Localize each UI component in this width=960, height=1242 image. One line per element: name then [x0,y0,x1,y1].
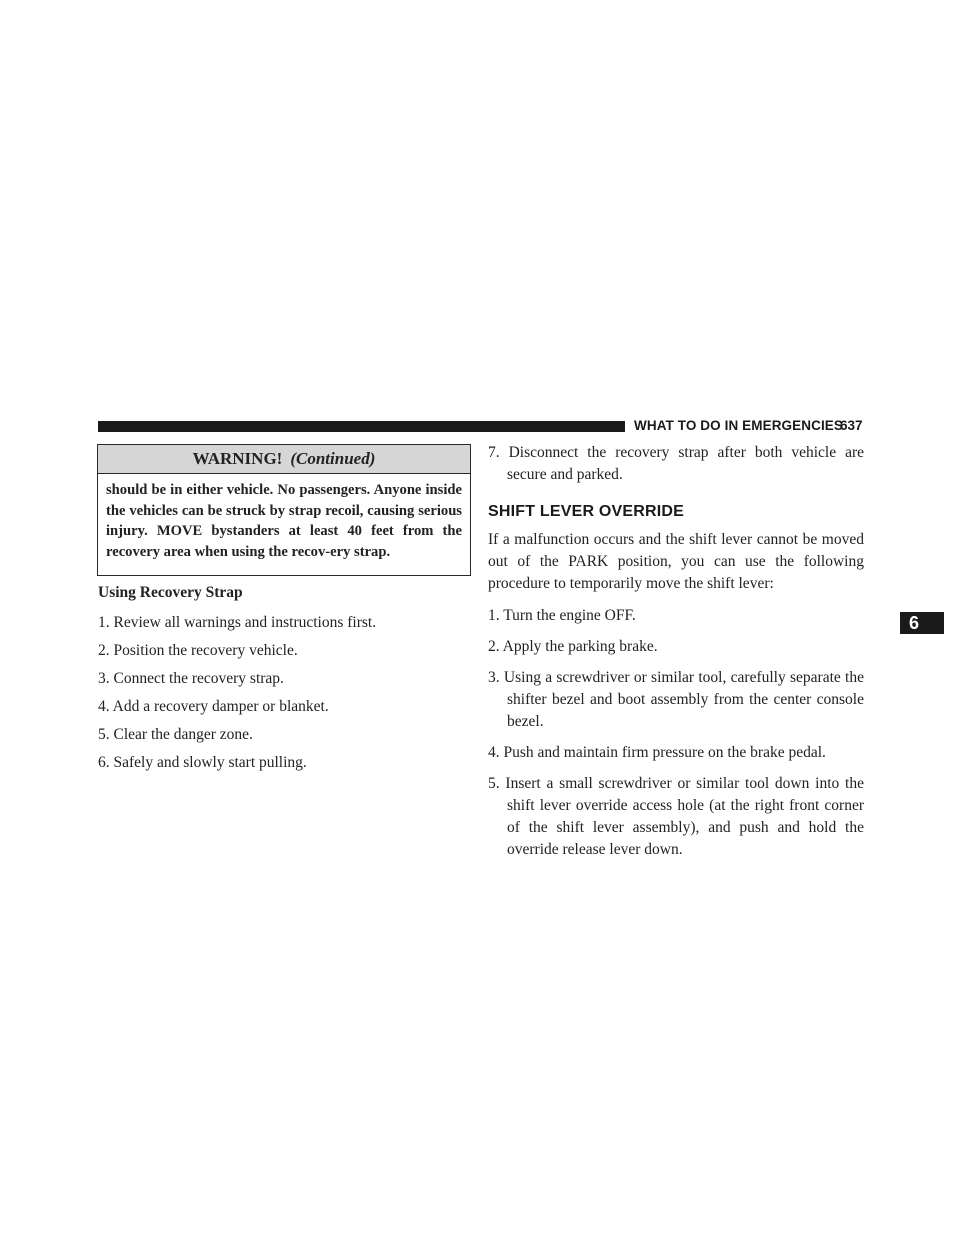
warning-box [97,444,471,576]
header-rule [98,421,625,432]
warning-header [98,445,470,474]
list-item: 6. Safely and slowly start pulling. [98,754,307,771]
list-item: 4. Add a recovery damper or blanket. [98,698,329,715]
list-item: 1. Review all warnings and instructions first. [98,614,377,631]
right-column [488,442,864,870]
warning-continued: (Continued) [290,449,376,468]
list-item: 5. Insert a small screwdriver or similar tool down into the shift lever override access hole (at the right front corner of the shift lever assembly), and push and hold the override release lever down. [488,775,864,858]
list-item: 3. Connect the recovery strap. [98,670,284,687]
list-item: 2. Apply the parking brake. [488,638,658,655]
shift-lever-heading: SHIFT LEVER OVERRIDE [488,503,685,520]
section-title: WHAT TO DO IN EMERGENCIES [634,418,844,433]
warning-text: should be in either vehicle. No passengers. Anyone inside the vehicles can be struck by strap recoil, causing serious injury. MOVE bystanders at least 40 feet from the recovery area when using the recov-ery strap. [106,482,462,560]
recovery-strap-section [98,583,473,781]
chapter-tab [900,612,944,634]
warning-label: WARNING! [192,449,283,468]
page-number: 637 [840,418,863,433]
list-item: 2. Position the recovery vehicle. [98,642,298,659]
list-item: 3. Using a screwdriver or similar tool, carefully separate the shifter bezel and boot assembly from the center console bezel. [488,669,864,730]
list-item: 7. Disconnect the recovery strap after both vehicle are secure and parked. [488,444,864,483]
list-item: 5. Clear the danger zone. [98,726,253,743]
recovery-strap-heading: Using Recovery Strap [98,584,243,601]
chapter-number: 6 [909,612,920,633]
list-item: 4. Push and maintain firm pressure on the brake pedal. [488,744,826,761]
shift-lever-intro: If a malfunction occurs and the shift lever cannot be moved out of the PARK position, you can use the following procedure to temporarily move the shift lever: [488,531,864,592]
list-item: 1. Turn the engine OFF. [488,607,636,624]
